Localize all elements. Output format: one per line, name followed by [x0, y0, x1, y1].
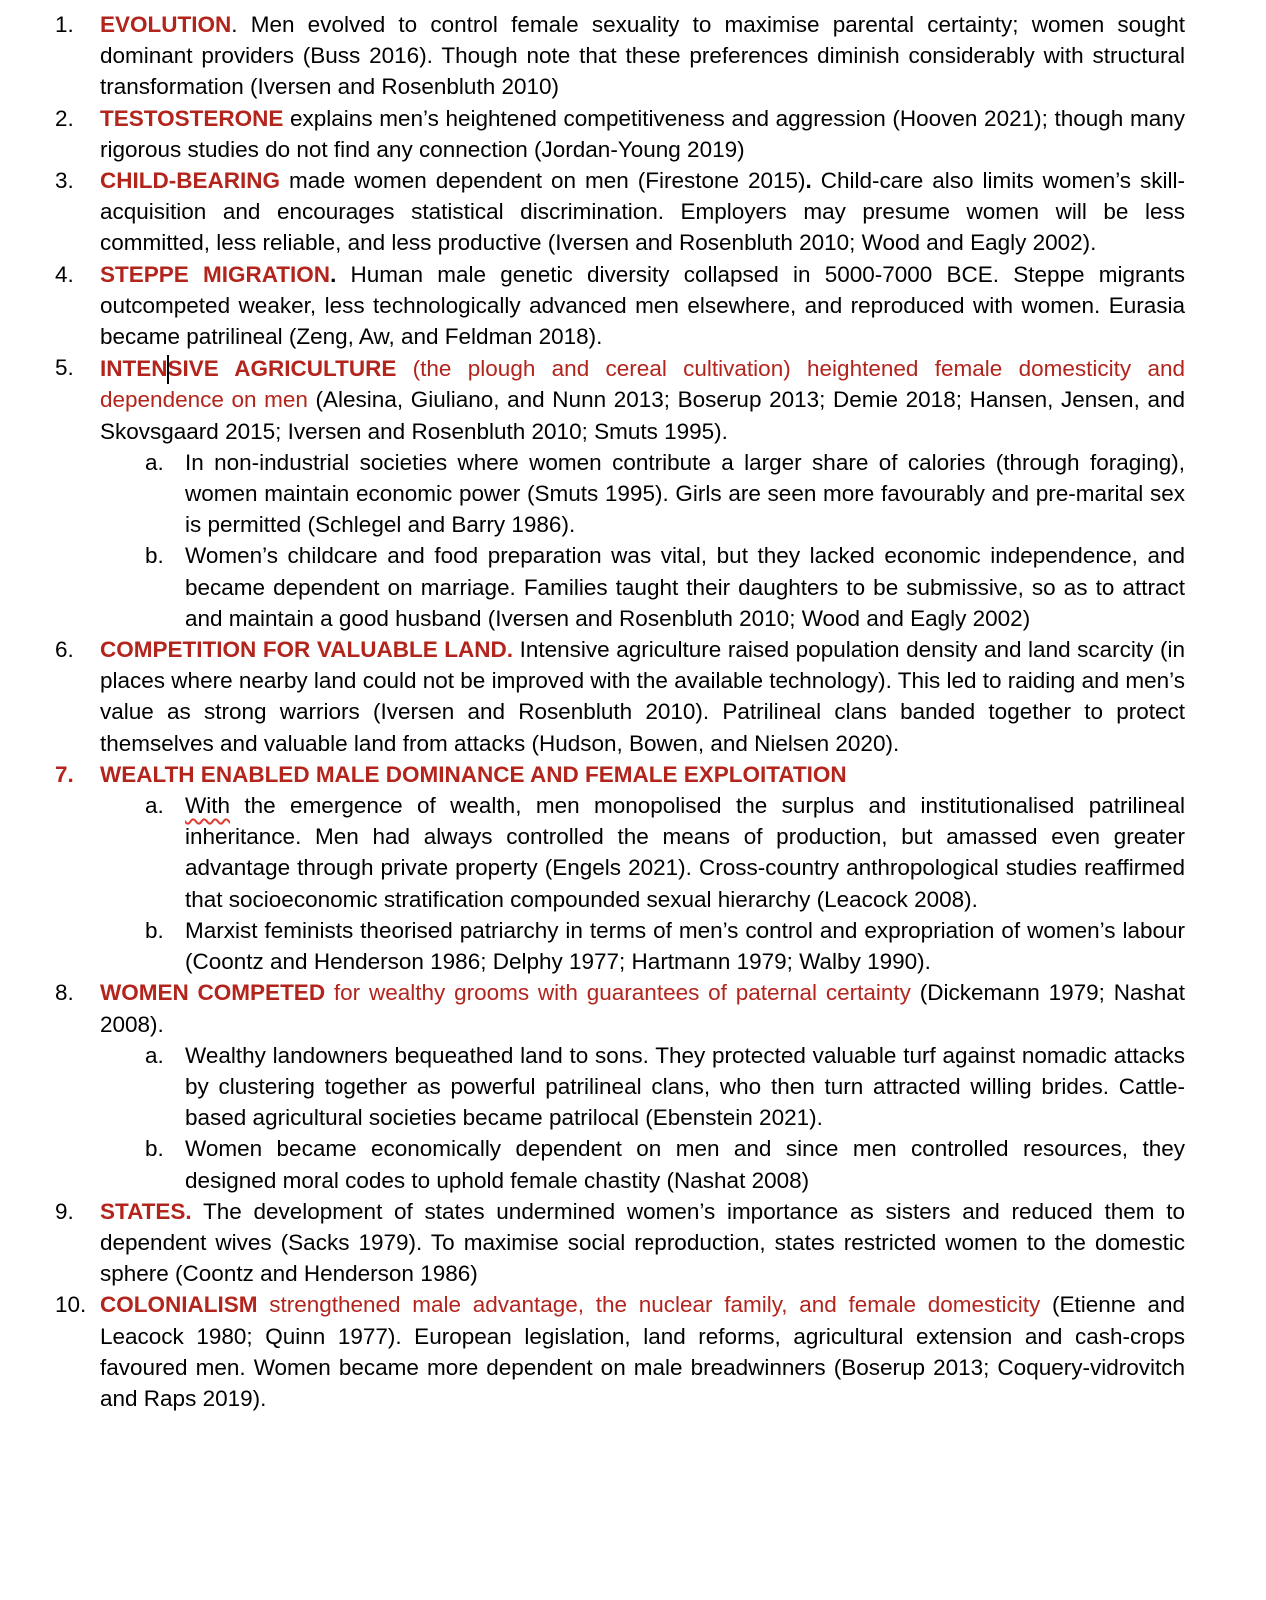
list-subitem — [0, 540, 1185, 634]
list-subitem — [0, 1040, 1185, 1134]
item-number: 1. — [55, 12, 74, 37]
item-text — [100, 165, 1185, 259]
subitem-letter: b. — [145, 1136, 164, 1162]
subitem-letter: a. — [145, 793, 164, 819]
text-segment: COMPETITION FOR VALUABLE LAND. — [100, 637, 514, 663]
text-segment: Wealthy landowners bequeathed land to sons. They protected valuable turf against nomadic attacks by clustering together as powerful patrilineal clans, who then turn attracted willing brides. Cattle-based agricultural societies became patrilocal (Ebenstein 2021). — [185, 1042, 1185, 1131]
item-number: 3. — [55, 168, 74, 194]
item-text — [100, 259, 1185, 353]
text-segment: STATES. — [100, 1198, 192, 1224]
text-segment: (Dickemann 1979; Nashat 2008). — [100, 980, 1186, 1037]
text-segment: for wealthy grooms with guarantees of paternal certainty — [325, 980, 911, 1006]
text-segment: The development of states undermined women’s importance as sisters and reduced them to dependent wives (Sacks 1979). To maximise social reproduction, states restricted women to the domestic sphere (Coontz and Henderson 1986) — [100, 1198, 1185, 1287]
subitem-text — [185, 540, 1185, 634]
text-segment: . — [805, 168, 812, 194]
list-item — [0, 1196, 1185, 1290]
subitem-text — [185, 447, 1185, 541]
list-item — [0, 103, 1185, 165]
text-cursor — [167, 355, 169, 384]
text-segment: Women’s childcare and food preparation was vital, but they lacked economic independence, and became dependent on marriage. Families taught their daughters to be submissive, so as to attract and maintain a good husband (Iversen and Rosenbluth 2010; Wood and Eagly 2002) — [185, 543, 1185, 631]
list-item-main-row — [0, 259, 1185, 353]
text-segment: TESTOSTERONE — [100, 105, 284, 131]
text-segment: STEPPE MIGRATION — [100, 261, 331, 287]
item-number: 6. — [55, 637, 74, 663]
text-segment: Intensive agriculture raised population density and land scarcity (in places where nearby land could not be improved with the available technology). This led to raiding and men’s value as strong warriors (Iversen and Rosenbluth 2010). Patrilineal clans banded together to protect themselves and valuable land from attacks (Hudson, Bowen, and Nielsen 2020). — [100, 637, 1185, 756]
item-text — [100, 352, 1185, 447]
list-item — [0, 1289, 1185, 1414]
text-segment: . — [330, 261, 337, 287]
item-text — [100, 1196, 1185, 1290]
item-number: 4. — [55, 261, 74, 287]
item-text — [100, 759, 1185, 790]
subitem-letter: b. — [145, 543, 164, 569]
text-segment: INTEN — [100, 356, 168, 382]
text-segment: COLONIALISM — [100, 1292, 258, 1318]
item-text — [100, 977, 1185, 1039]
list-subitem — [0, 1133, 1185, 1195]
list-item-main-row — [0, 352, 1185, 447]
subitem-letter: b. — [145, 917, 164, 943]
list-item — [0, 977, 1185, 1195]
list-item-main-row — [0, 1196, 1185, 1290]
list-item-main-row — [0, 165, 1185, 259]
subitem-text — [185, 915, 1185, 977]
subitem-text — [185, 1133, 1185, 1195]
list-item-main-row — [0, 103, 1185, 165]
list-item — [0, 259, 1185, 353]
list-item — [0, 352, 1185, 634]
item-text — [100, 634, 1185, 759]
text-segment: SIVE AGRICULTURE — [167, 356, 397, 382]
list-item-main-row — [0, 1289, 1185, 1414]
list-item-main-row — [0, 977, 1185, 1039]
text-segment: WOMEN COMPETED — [100, 980, 326, 1006]
list-item — [0, 9, 1185, 103]
list-item-main-row — [0, 9, 1185, 103]
list-item — [0, 165, 1185, 259]
subitem-text — [185, 1040, 1185, 1134]
text-segment: Human male genetic diversity collapsed in 5000-7000 BCE. Steppe migrants outcompeted weaker, less technologically advanced men elsewhere, and reproduced with women. Eurasia became patrilineal (Zeng, Aw, and Feldman 2018). — [100, 261, 1185, 350]
text-segment: Child-care also limits women’s skill-acquisition and encourages statistical discrimination. Employers may presume women will be less committed, less reliable, and less productive (Iversen and Rosenbluth 2010; Wood and Eagly 2002). — [100, 168, 1186, 256]
text-segment: Marxist feminists theorised patriarchy in terms of men’s control and expropriation of women’s labour (Coontz and Henderson 1986; Delphy 1977; Hartmann 1979; Walby 1990). — [185, 917, 1185, 975]
text-segment: made women dependent on men (Firestone 2015) — [280, 168, 806, 194]
text-segment: In non-industrial societies where women contribute a larger share of calories (through foraging), women maintain economic power (Smuts 1995). Girls are seen more favourably and pre-marital sex is permitted (Schlegel and Barry 1986). — [185, 449, 1185, 538]
subitem-letter: a. — [145, 449, 164, 475]
text-segment: CHILD-BEARING — [100, 168, 280, 194]
text-segment: the emergence of wealth, men monopolised the surplus and institutionalised patrilineal inheritance. Men had always controlled the means of production, but amassed even greater advantage through private property (Engels 2021). Cross-country anthropological studies reaffirmed that socioeconomic stratification compounded sexual hierarchy (Leacock 2008). — [185, 793, 1185, 912]
item-text — [100, 1289, 1185, 1414]
list-subitem — [0, 447, 1185, 541]
text-segment: EVOLUTION — [100, 12, 232, 37]
item-number: 8. — [55, 980, 74, 1006]
list-subitem — [0, 790, 1185, 915]
list-item — [0, 759, 1185, 977]
text-segment: explains men’s heightened competitiveness and aggression (Hooven 2021); though many rigorous studies do not find any connection (Jordan-Young 2019) — [100, 105, 1185, 162]
list-item-main-row — [0, 634, 1185, 759]
subitem-text — [185, 790, 1185, 915]
item-number: 2. — [55, 105, 74, 131]
document-body — [0, 9, 1185, 1414]
item-number: 9. — [55, 1198, 74, 1224]
item-number: 7. — [55, 761, 74, 787]
text-segment: Women became economically dependent on men and since men controlled resources, they designed moral codes to uphold female chastity (Nashat 2008) — [185, 1136, 1185, 1193]
text-segment: strengthened male advantage, the nuclear family, and female domesticity — [257, 1292, 1041, 1318]
list-item-main-row — [0, 759, 1185, 790]
item-text — [100, 9, 1185, 103]
list-subitem — [0, 915, 1185, 977]
text-segment: (the plough and cereal cultivation) heightened female domesticity and dependence on men — [100, 356, 1185, 413]
text-segment: . Men evolved to control female sexuality to maximise parental certainty; women sought dominant providers (Buss 2016). Though note that these preferences diminish considerably with structural transformation (Iversen and Rosenbluth 2010) — [100, 12, 1185, 100]
item-number: 5. — [55, 355, 74, 381]
text-segment: WEALTH ENABLED MALE DOMINANCE AND FEMALE EXPLOITATION — [100, 761, 847, 787]
text-segment: (Etienne and Leacock 1980; Quinn 1977). European legislation, land reforms, agricultural extension and cash-crops favoured men. Women became more dependent on male breadwinners (Boserup 2013; Coquery-vidrovitch and Raps 2019). — [100, 1292, 1185, 1411]
list-item — [0, 634, 1185, 759]
subitem-letter: a. — [145, 1042, 164, 1068]
item-number: 10. — [55, 1292, 87, 1318]
item-text — [100, 103, 1185, 165]
text-segment: With — [185, 793, 230, 819]
text-segment: (Alesina, Giuliano, and Nunn 2013; Boserup 2013; Demie 2018; Hansen, Jensen, and Skovsgaard 2015; Iversen and Rosenbluth 2010; Smuts 1995). — [100, 387, 1185, 444]
